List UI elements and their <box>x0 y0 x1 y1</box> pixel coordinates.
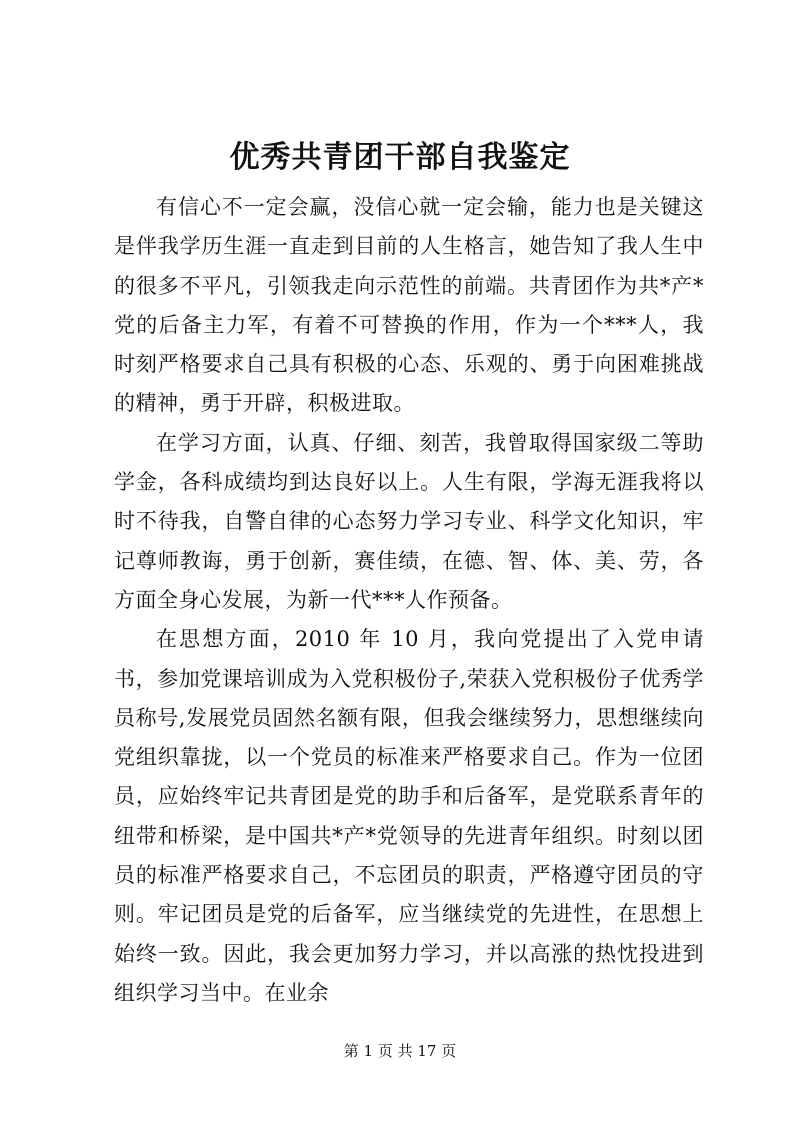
document-title: 优秀共青团干部自我鉴定 <box>229 140 571 175</box>
page-number-footer: 第 1 页 共 17 页 <box>343 1042 457 1060</box>
paragraph-thought: 在思想方面，2010 年 10 月，我向党提出了入党申请书，参加党课培训成为入党积极份子,荣获入党积极份子优秀学员称号,发展党员固然名额有限，但我会继续努力，思想继续向党组织靠拢，以一个党员的标准来严格要求自己。作为一位团员，应始终牢记共青团是党的助手和后备军，是党联系青年的纽带和桥梁，是中国共*产*党领导的先进青年组织。时刻以团员的标准严格要求自己，不忘团员的职责，严格遵守团员的守则。牢记团员是党的后备军，应当继续党的先进性，在思想上始终一致。因此，我会更加努力学习，并以高涨的热忱投进到组织学习当中。在业余 <box>114 627 704 1005</box>
paragraph-intro: 有信心不一定会赢，没信心就一定会输，能力也是关键这是伴我学历生涯一直走到目前的人生格言，她告知了我人生中的很多不平凡，引领我走向示范性的前端。共青团作为共*产*党的后备主力军，有着不可替换的作用，作为一个***人，我时刻严格要求自己具有积极的心态、乐观的、勇于向困难挑战的精神，勇于开辟，积极进取。 <box>114 195 704 416</box>
paragraph-study: 在学习方面，认真、仔细、刻苦，我曾取得国家级二等助学金，各科成绩均到达良好以上。人生有限，学海无涯我将以时不待我，自警自律的心态努力学习专业、科学文化知识，牢记尊师教诲，勇于创新，赛佳绩，在德、智、体、美、劳，各方面全身心发展，为新一代***人作预备。 <box>114 430 704 612</box>
document-body <box>114 188 704 1013</box>
